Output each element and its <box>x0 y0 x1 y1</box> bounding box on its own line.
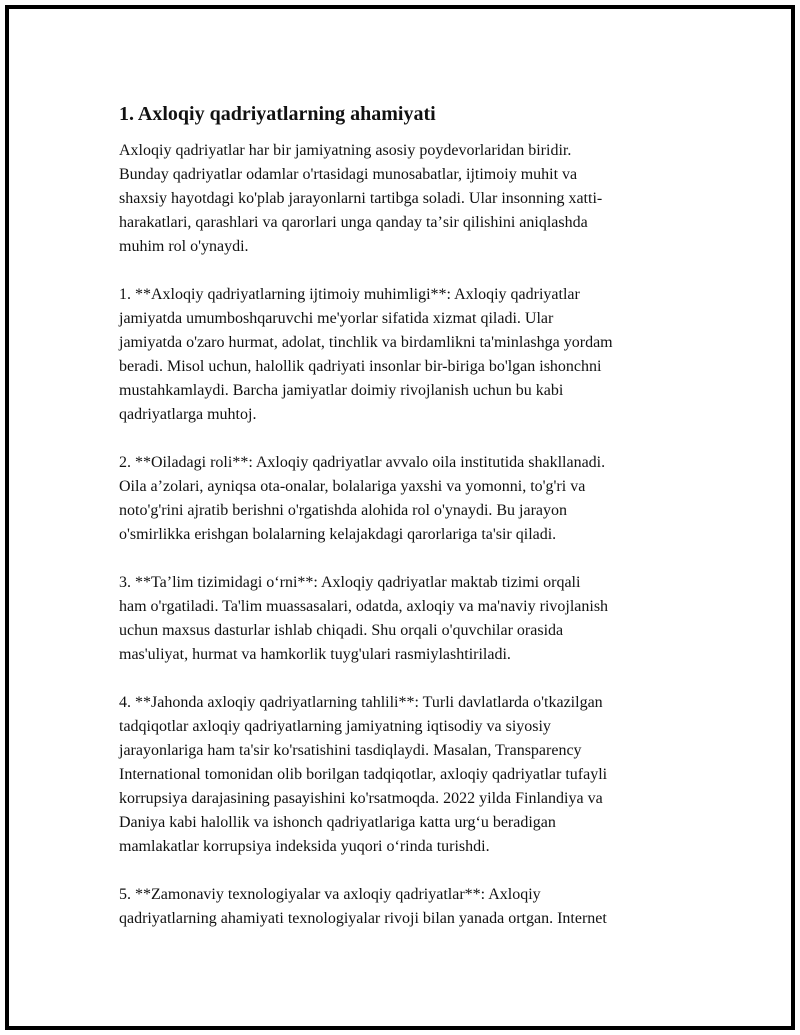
document-title: 1. Axloqiy qadriyatlarning ahamiyati <box>119 103 436 125</box>
paragraph-social-importance: 1. **Axloqiy qadriyatlarning ijtimoiy muhimligi**: Axloqiy qadriyatlar jamiyatda umumboshqaruvchi me'yorlar sifatida xizmat qiladi. Ular jamiyatda o'zaro hurmat, adolat, tinchlik va birdamlikni ta'minlashga yordam beradi. Misol uchun, halollik qadriyati insonlar bir-biriga bo'lgan ishonchni mustahkamlaydi. Barcha jamiyatlar doimiy rivojlanish uchun bu kabi qadriyatlarga muhtoj. <box>119 286 613 423</box>
paragraph-education-role: 3. **Taʼlim tizimidagi oʻrni**: Axloqiy qadriyatlar maktab tizimi orqali ham o'rgatiladi. Ta'lim muassasalari, odatda, axloqiy va ma'naviy rivojlanish uchun maxsus dasturlar ishlab chiqadi. Shu orqali o'quvchilar orasida mas'uliyat, hurmat va hamkorlik tuyg'ulari rasmiylashtiriladi. <box>119 574 609 663</box>
paragraph-world-analysis: 4. **Jahonda axloqiy qadriyatlarning tahlili**: Turli davlatlarda o'tkazilgan tadqiqotlar axloqiy qadriyatlarning jamiyatning iqtisodiy va siyosiy jarayonlariga ham ta'sir ko'rsatishini tasdiqlaydi. Masalan, Transparency International tomonidan olib borilgan tadqiqotlar, axloqiy qadriyatlar tufayli korrupsiya darajasining pasayishini ko'rsatmoqda. 2022 yilda Finlandiya va Daniya kabi halollik va ishonch qadriyatlariga katta urgʻu beradigan mamlakatlar korrupsiya indeksida yuqori oʻrinda turishdi. <box>119 694 608 855</box>
intro-paragraph: Axloqiy qadriyatlar har bir jamiyatning asosiy poydevorlaridan biridir. Bunday qadriyatlar odamlar o'rtasidagi munosabatlar, ijtimoiy muhit va shaxsiy hayotdagi ko'plab jarayonlarni tartibga soladi. Ular insonning xatti- harakatlari, qarashlari va qarorlari unga qanday taʼsir qilishini aniqlashda muhim rol o'ynaydi. <box>119 142 603 255</box>
page-content <box>119 101 699 955</box>
page-frame <box>5 5 795 1030</box>
paragraph-family-role: 2. **Oiladagi roli**: Axloqiy qadriyatlar avvalo oila institutida shakllanadi. Oila aʼzolari, ayniqsa ota-onalar, bolalariga yaxshi va yomonni, to'g'ri va noto'g'rini ajratib berishni o'rgatishda alohida rol o'ynaydi. Bu jarayon o'smirlikka erishgan bolalarning kelajakdagi qarorlariga ta'sir qiladi. <box>119 454 606 543</box>
paragraph-modern-technology: 5. **Zamonaviy texnologiyalar va axloqiy qadriyatlar**: Axloqiy qadriyatlarning ahamiyati texnologiyalar rivoji bilan yanada ortgan. Internet <box>119 886 607 927</box>
